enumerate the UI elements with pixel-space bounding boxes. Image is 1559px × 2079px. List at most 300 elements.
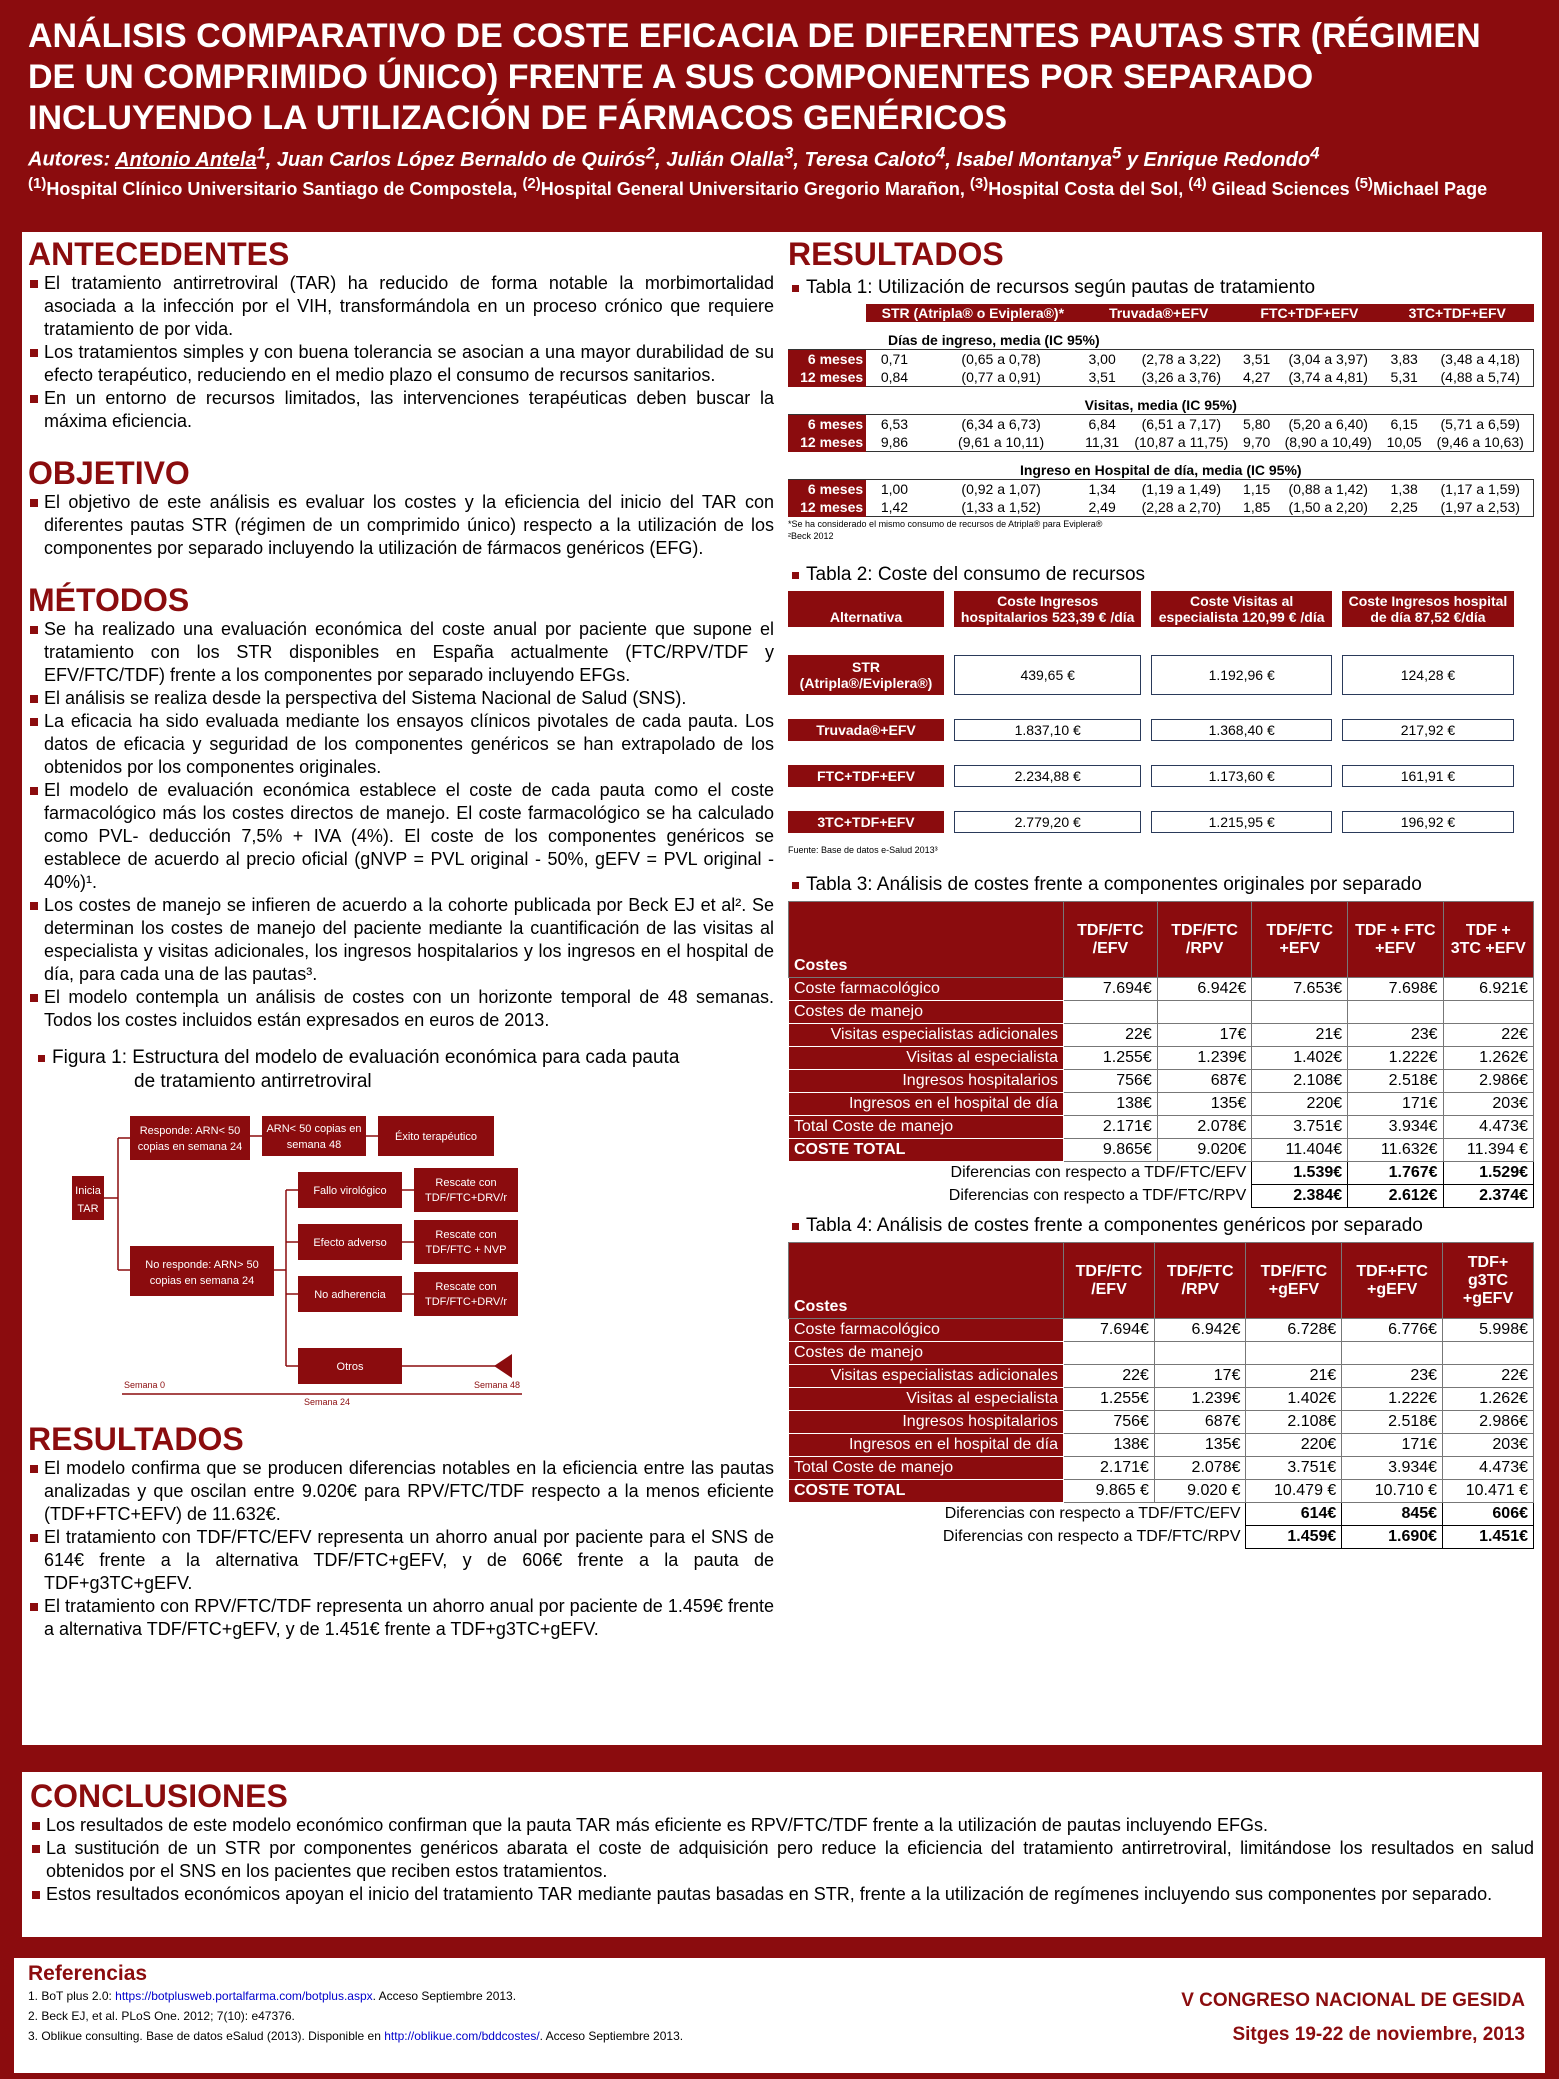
column-header: TDF/FTC /EFV <box>1064 1243 1155 1319</box>
table-cell: (5,71 a 6,59) <box>1427 415 1533 434</box>
author-name: Julián Olalla <box>666 148 785 171</box>
left-column <box>22 232 780 1745</box>
table-cell: (3,48 a 4,18) <box>1427 350 1533 369</box>
table-row <box>788 433 1534 452</box>
difference-cell: 2.384€ <box>1252 1185 1348 1208</box>
table-cell: 9.865€ <box>1064 1139 1158 1162</box>
table-cell: 1.173,60 € <box>1151 765 1332 787</box>
table-cell: 196,92 € <box>1342 811 1514 833</box>
table-row <box>789 1434 1534 1457</box>
figure-caption-line2: de tratamiento antirretroviral <box>134 1071 372 1092</box>
corner-header: Costes <box>789 902 1064 978</box>
list-item: Los costes de manejo se infieren de acuerdo a la cohorte publicada por Beck EJ et al². Se determinan los costes de manejo del paciente mediante la cuantificación de las visitas al especialista y visitas adicionales, los ingresos hospitalarios y los ingresos en el hospital de día, para cada una de las pautas³. <box>28 894 774 986</box>
table-row <box>788 415 1534 434</box>
reference-text: 1. BoT plus 2.0: <box>28 1989 116 2003</box>
label-semana48: Semana 48 <box>474 1380 521 1390</box>
table-cell: 10,05 <box>1381 433 1427 452</box>
table-cell: 2.078€ <box>1157 1116 1252 1139</box>
table-cell: 3.751€ <box>1246 1457 1342 1480</box>
node-noresponde: No responde: ARN> 50 <box>145 1259 259 1271</box>
table-cell: (8,90 a 10,49) <box>1275 433 1380 452</box>
table-cell: 1.239€ <box>1154 1388 1246 1411</box>
row-label: COSTE TOTAL <box>789 1139 1064 1162</box>
table-row <box>788 655 1514 695</box>
table-cell: 687€ <box>1154 1411 1246 1434</box>
list-item: En un entorno de recursos limitados, las intervenciones terapéuticas deben buscar la máxima eficiencia. <box>28 387 774 433</box>
table-cell: 6.921€ <box>1443 978 1533 1001</box>
table-cell: (3,04 a 3,97) <box>1288 351 1368 367</box>
references-title: Referencias <box>28 1962 148 1985</box>
table-cell: 9,70 <box>1238 433 1276 452</box>
table-cell: (1,97 a 2,53) <box>1427 498 1533 517</box>
list-item: El modelo contempla un análisis de costes con un horizonte temporal de 48 semanas. Todos los costes incluidos están expresados en euros de 2013. <box>28 986 774 1032</box>
affil-name: Michael Page <box>1373 178 1488 199</box>
spacer-row <box>788 741 1514 765</box>
table-cell <box>1064 1001 1158 1024</box>
table-row <box>789 1070 1534 1093</box>
table-cell: (10,87 a 11,75) <box>1125 433 1238 452</box>
antecedentes-list <box>28 272 774 433</box>
corner-header: Alternativa <box>788 591 944 627</box>
congress-info <box>1181 1984 1525 2052</box>
table-row <box>789 1047 1534 1070</box>
row-label: Ingresos en el hospital de día <box>789 1093 1064 1116</box>
row-label: 12 meses <box>788 368 866 387</box>
section-title-conclusiones: CONCLUSIONES <box>30 1778 288 1814</box>
table-cell: 1.222€ <box>1342 1388 1443 1411</box>
table-cell: 2.986€ <box>1443 1070 1533 1093</box>
affil-name: Hospital Clínico Universitario Santiago de Compostela, <box>46 178 523 199</box>
svg-text:semana 48: semana 48 <box>286 1139 342 1151</box>
section-title-objetivo: OBJETIVO <box>28 455 190 491</box>
table-row <box>789 1093 1534 1116</box>
table-cell: 1.255€ <box>1064 1047 1158 1070</box>
table-cell: (6,51 a 7,17) <box>1141 416 1221 432</box>
table-cell <box>1443 1342 1534 1365</box>
table-cell: 7.653€ <box>1252 978 1348 1001</box>
table-cell: 6,53 <box>880 416 909 432</box>
row-label: 6 meses <box>788 350 866 369</box>
table-row <box>788 719 1514 741</box>
affil-sup: (5) <box>1354 174 1374 192</box>
table-cell: 3.934€ <box>1348 1116 1443 1139</box>
list-item: La sustitución de un STR por componentes genéricos abarata el coste de adquisición pero reduce la eficiencia del tratamiento antirretroviral, limitándose los resultados en salud obtenidos por el SNS en los pacientes que reciben estos tratamientos. <box>30 1837 1534 1883</box>
table-cell: 1,38 <box>1390 481 1418 497</box>
node-inicia: Inicia <box>75 1185 101 1197</box>
row-label: Visitas al especialista <box>789 1047 1064 1070</box>
poster-header <box>0 0 1559 225</box>
difference-cell: 1.451€ <box>1443 1526 1534 1549</box>
section-title-antecedentes: ANTECEDENTES <box>28 236 290 272</box>
column-header: TDF + 3TC +EFV <box>1443 902 1533 978</box>
table-cell: 7.694€ <box>1064 978 1158 1001</box>
congress-place: Sitges 19-22 de noviembre, 2013 <box>1232 2024 1525 2045</box>
row-label: Ingresos en el hospital de día <box>789 1434 1064 1457</box>
table-cell: 21€ <box>1246 1365 1342 1388</box>
table-cell: 21€ <box>1252 1024 1348 1047</box>
resultados-list <box>28 1457 774 1641</box>
table-cell: 6.942€ <box>1154 1319 1246 1342</box>
row-label: Total Coste de manejo <box>789 1457 1064 1480</box>
difference-label: Diferencias con respecto a TDF/FTC/EFV <box>944 1505 1241 1523</box>
node-fallo: Fallo virológico <box>313 1185 387 1197</box>
table-cell: 135€ <box>1157 1093 1252 1116</box>
table-cell: 11.404€ <box>1252 1139 1348 1162</box>
table-cell: (1,19 a 1,49) <box>1141 481 1221 497</box>
table-cell: 3,51 <box>1243 351 1271 367</box>
table-cell: 161,91 € <box>1342 765 1514 787</box>
difference-cell: 845€ <box>1342 1503 1443 1526</box>
section-row <box>788 322 1534 350</box>
table-cell: 2.518€ <box>1342 1411 1443 1434</box>
table-cell: 1.255€ <box>1064 1388 1155 1411</box>
table-cell <box>1348 1001 1443 1024</box>
row-label: Visitas especialistas adicionales <box>789 1024 1064 1047</box>
table-row <box>789 1388 1534 1411</box>
author-name: Isabel Montanya <box>956 148 1113 171</box>
table-cell: 22€ <box>1443 1024 1533 1047</box>
right-column <box>780 232 1542 1745</box>
table-cell: (1,33 a 1,52) <box>923 498 1080 517</box>
list-item: El tratamiento antirretroviral (TAR) ha reducido de forma notable la morbimortalidad asociada a la infección por el VIH, transformándola en un proceso crónico que requiere tratamiento de por vida. <box>28 272 774 341</box>
author-affil-sup: 2 <box>645 143 656 162</box>
authors-list <box>115 143 1320 171</box>
table-cell: 2.108€ <box>1252 1070 1348 1093</box>
column-header: TDF/FTC +gEFV <box>1246 1243 1342 1319</box>
table-cell: 1,42 <box>866 498 923 517</box>
table-cell: 2,49 <box>1079 498 1124 517</box>
table-cell: 756€ <box>1064 1070 1158 1093</box>
column-header: STR (Atripla® o Eviplera®)* <box>866 304 1079 322</box>
table-cell: 6,84 <box>1088 416 1116 432</box>
table-row <box>788 350 1534 369</box>
row-label: 6 meses <box>788 415 866 434</box>
table-cell: 3,83 <box>1390 351 1418 367</box>
table-row <box>789 1480 1534 1503</box>
difference-label: Diferencias con respecto a TDF/FTC/RPV <box>948 1187 1247 1204</box>
table-cell: 7.698€ <box>1348 978 1443 1001</box>
difference-row <box>789 1185 1534 1208</box>
table-cell: 3.751€ <box>1252 1116 1348 1139</box>
difference-cell: 2.612€ <box>1348 1185 1443 1208</box>
difference-cell: 614€ <box>1246 1503 1342 1526</box>
poster-title: ANÁLISIS COMPARATIVO DE COSTE EFICACIA DE DIFERENTES PAUTAS STR (RÉGIMEN DE UN COMPRIMIDO ÚNICO) FRENTE A SUS COMPONENTES POR SEPARADO INCLUYENDO LA UTILIZACIÓN DE FÁRMACOS GENÉRICOS <box>28 17 1481 137</box>
section-title-metodos: MÉTODOS <box>28 582 190 618</box>
table-cell: 2.518€ <box>1348 1070 1443 1093</box>
table-resource-cost <box>778 591 1524 833</box>
affil-name: Hospital Costa del Sol, <box>988 178 1189 199</box>
row-label: Costes de manejo <box>789 1001 1064 1024</box>
table-cell: (9,46 a 10,63) <box>1427 433 1533 452</box>
list-item: El tratamiento con RPV/FTC/TDF representa un ahorro anual por paciente de 1.459€ frente a alternativa TDF/FTC+gEFV, y de 1.451€ frente a TDF+g3TC+gEFV. <box>28 1595 774 1641</box>
list-item: El modelo confirma que se producen diferencias notables en la eficiencia entre las pautas analizadas y que oscilan entre 9.020€ para RPV/FTC/TDF respecto a la menos eficiente (TDF+FTC+EFV) de 11.632€. <box>28 1457 774 1526</box>
row-label: STR (Atripla®/Eviplera®) <box>788 655 944 695</box>
references-panel <box>14 1958 1545 2073</box>
section-row <box>788 452 1534 480</box>
table-cell: 2.779,20 € <box>954 811 1141 833</box>
table-cell: 1.239€ <box>1157 1047 1252 1070</box>
list-item: El modelo de evaluación económica establece el coste de cada pauta como el coste farmacológico más los costes directos de manejo. El coste farmacológico se ha calculado como PVL- deducción 7,5% + IVA (4%). El coste de los componentes genéricos se establece de acuerdo al precio oficial (gNVP = PVL original - 50%, gEFV = PVL original - 40%)¹. <box>28 779 774 894</box>
author-sep: , <box>945 148 957 171</box>
list-item: El tratamiento con TDF/FTC/EFV representa un ahorro anual por paciente para el SNS de 614€ frente a la alternativa TDF/FTC+gEFV, y de 606€ frente a la pauta de TDF+g3TC+gEFV. <box>28 1526 774 1595</box>
difference-row <box>789 1162 1534 1185</box>
table-cell: (0,88 a 1,42) <box>1288 481 1368 497</box>
affil-sup: (3) <box>969 174 989 192</box>
table-cell: 1.402€ <box>1252 1047 1348 1070</box>
table-resource-use <box>788 304 1534 517</box>
table-cell: (4,88 a 5,74) <box>1427 368 1533 387</box>
column-header: TDF/FTC /EFV <box>1064 902 1158 978</box>
congress-name: V CONGRESO NACIONAL DE GESIDA <box>1181 1990 1525 2011</box>
author-name: Teresa Caloto <box>804 148 937 171</box>
reference-text: 3. Oblikue consulting. Base de datos eSalud (2013). Disponible en <box>28 2029 385 2043</box>
table-row <box>789 1319 1534 1342</box>
difference-row <box>789 1526 1534 1549</box>
node-responde: Responde: ARN< 50 <box>139 1125 241 1137</box>
table-generic-components <box>788 1242 1534 1549</box>
difference-label: Diferencias con respecto a TDF/FTC/EFV <box>950 1164 1247 1182</box>
list-item: La eficacia ha sido evaluada mediante los ensayos clínicos pivotales de cada pauta. Los datos de eficacia y seguridad de los componentes genéricos se han extrapolado de los obtenidos por los componentes originales. <box>28 710 774 779</box>
table-row <box>788 811 1514 833</box>
table-cell: 11.394 € <box>1443 1139 1533 1162</box>
table-cell: 6,15 <box>1390 416 1418 432</box>
difference-cell: 2.374€ <box>1443 1185 1533 1208</box>
author-affil-sup: 1 <box>256 143 266 162</box>
row-label: Truvada®+EFV <box>788 719 944 741</box>
table-cell <box>1342 1342 1443 1365</box>
table-cell: 1.262€ <box>1443 1047 1533 1070</box>
table-row <box>789 1024 1534 1047</box>
list-item: El objetivo de este análisis es evaluar los costes y la eficiencia del inicio del TAR con diferentes pautas STR (régimen de un comprimido único) respecto a la utilización de los componentes por separado incluyendo la utilización de fármacos genéricos (EFG). <box>28 491 774 560</box>
table-cell: 4.473€ <box>1443 1457 1534 1480</box>
table-cell: 22€ <box>1064 1024 1158 1047</box>
table-cell: 1.837,10 € <box>954 719 1141 741</box>
corner-header: Costes <box>789 1243 1064 1319</box>
column-header: TDF + FTC +EFV <box>1348 902 1443 978</box>
reference-link[interactable]: https://botplusweb.portalfarma.com/botplus.aspx <box>115 1989 373 2003</box>
section-title: Ingreso en Hospital de día, media (IC 95%) <box>1019 462 1302 478</box>
table-header-row <box>789 902 1534 978</box>
row-label: COSTE TOTAL <box>789 1480 1064 1503</box>
table-header-row <box>789 1243 1534 1319</box>
table-row <box>789 1001 1534 1024</box>
table-cell: 1.215,95 € <box>1151 811 1332 833</box>
author-sep: , <box>793 148 805 171</box>
table-cell: 687€ <box>1157 1070 1252 1093</box>
figure-caption <box>34 1046 774 1094</box>
figure-caption-line1: Figura 1: Estructura del modelo de evaluación económica para cada pauta <box>52 1047 680 1068</box>
table-cell: 2.108€ <box>1246 1411 1342 1434</box>
node-rescate-2: Rescate con <box>435 1229 497 1241</box>
label-semana0: Semana 0 <box>124 1380 166 1390</box>
table-cell: 5,31 <box>1381 368 1427 387</box>
table-cell: 1,00 <box>880 481 909 497</box>
table-cell: 11,31 <box>1079 433 1124 452</box>
table-header-row <box>788 591 1514 627</box>
author-sep: , <box>265 148 277 171</box>
column-header: Truvada®+EFV <box>1079 304 1237 322</box>
node-otros: Otros <box>336 1361 364 1373</box>
section-title-resultados-right: RESULTADOS <box>788 236 1004 272</box>
table-cell: 22€ <box>1443 1365 1534 1388</box>
reference-text: . Acceso Septiembre 2013. <box>539 2029 684 2043</box>
row-label: Visitas al especialista <box>789 1388 1064 1411</box>
table3-caption: Tabla 3: Análisis de costes frente a componentes originales por separado <box>788 873 1534 897</box>
column-header: Coste Ingresos hospital de día 87,52 €/día <box>1342 591 1514 627</box>
difference-label: Diferencias con respecto a TDF/FTC/RPV <box>942 1528 1241 1545</box>
table-row <box>789 1116 1534 1139</box>
table-cell: (1,50 a 2,20) <box>1275 498 1380 517</box>
table1-caption: Tabla 1: Utilización de recursos según pautas de tratamiento <box>788 276 1534 300</box>
table-row <box>788 498 1534 517</box>
authors-prefix: Autores: <box>28 148 116 171</box>
table-cell: 171€ <box>1348 1093 1443 1116</box>
table-cell: 17€ <box>1154 1365 1246 1388</box>
table-cell: 217,92 € <box>1342 719 1514 741</box>
table-cell: 9.020€ <box>1157 1139 1252 1162</box>
table-cell: 124,28 € <box>1342 655 1514 695</box>
table-cell: 6.728€ <box>1246 1319 1342 1342</box>
table-cell: 3.934€ <box>1342 1457 1443 1480</box>
author-name: Juan Carlos López Bernaldo de Quirós <box>276 148 646 171</box>
spacer-row <box>788 695 1514 719</box>
table-cell: (9,61 a 10,11) <box>923 433 1080 452</box>
table-cell: (2,78 a 3,22) <box>1141 351 1221 367</box>
node-efecto: Efecto adverso <box>313 1237 387 1249</box>
table-cell: 0,84 <box>866 368 923 387</box>
table-cell: 171€ <box>1342 1434 1443 1457</box>
affil-sup: (1) <box>28 174 47 192</box>
table-cell: 11.632€ <box>1348 1139 1443 1162</box>
column-header: TDF/FTC /RPV <box>1157 902 1252 978</box>
author-affil-sup: 4 <box>1310 143 1320 162</box>
row-label: Ingresos hospitalarios <box>789 1411 1064 1434</box>
author-affil-sup: 4 <box>936 143 946 162</box>
svg-text:TDF/FTC + NVP: TDF/FTC + NVP <box>425 1244 507 1256</box>
table-cell <box>1064 1342 1155 1365</box>
node-noadherencia: No adherencia <box>314 1289 386 1301</box>
svg-text:TDF/FTC+DRV/r: TDF/FTC+DRV/r <box>425 1296 507 1308</box>
metodos-list <box>28 618 774 1032</box>
list-item: Los resultados de este modelo económico confirman que la pauta TAR más eficiente es RPV/FTC/TDF frente a la utilización de pautas incluyendo EFGs. <box>30 1814 1534 1837</box>
reference-text: 2. Beck EJ, et al. PLoS One. 2012; 7(10): e47376. <box>28 2009 295 2023</box>
table-cell: 203€ <box>1443 1434 1534 1457</box>
label-semana24: Semana 24 <box>304 1397 351 1407</box>
table-cell: 7.694€ <box>1064 1319 1155 1342</box>
table-cell: 1.368,40 € <box>1151 719 1332 741</box>
table-cell: 9.865 € <box>1064 1480 1155 1503</box>
row-label: Ingresos hospitalarios <box>789 1070 1064 1093</box>
spacer-row <box>788 627 1514 655</box>
list-item: Estos resultados económicos apoyan el inicio del tratamiento TAR mediante pautas basadas en STR, frente a la utilización de regímenes incluyendo sus componentes por separado. <box>30 1883 1534 1906</box>
table-cell: (3,74 a 4,81) <box>1275 368 1380 387</box>
table-cell: 2.078€ <box>1154 1457 1246 1480</box>
table-cell: 2.171€ <box>1064 1457 1155 1480</box>
table-cell: 1.192,96 € <box>1151 655 1332 695</box>
table-cell <box>1252 1001 1348 1024</box>
difference-cell: 1.539€ <box>1252 1162 1348 1185</box>
author-sep: , <box>655 148 667 171</box>
table-cell: (3,26 a 3,76) <box>1125 368 1238 387</box>
difference-cell: 1.767€ <box>1348 1162 1443 1185</box>
table-row <box>789 1342 1534 1365</box>
table-cell: (0,65 a 0,78) <box>961 351 1041 367</box>
affil-sup: (2) <box>522 174 541 192</box>
section-title: Visitas, media (IC 95%) <box>1084 397 1237 413</box>
affil-name: Hospital General Universitario Gregorio Marañon, <box>540 178 970 199</box>
conclusions-panel <box>22 1772 1542 1937</box>
row-label: 6 meses <box>788 480 866 499</box>
table4-caption: Tabla 4: Análisis de costes frente a componentes genéricos por separado <box>788 1214 1534 1238</box>
table-cell: 22€ <box>1064 1365 1155 1388</box>
table-cell: 3,00 <box>1088 351 1116 367</box>
section-title-resultados-left: RESULTADOS <box>28 1421 244 1457</box>
list-item: Los tratamientos simples y con buena tolerancia se asocian a una mayor durabilidad de su efecto terapéutico, reduciendo en el medio plazo el consumo de recursos sanitarios. <box>28 341 774 387</box>
row-label: 3TC+TDF+EFV <box>788 811 944 833</box>
table-row <box>789 978 1534 1001</box>
row-label: Total Coste de manejo <box>789 1116 1064 1139</box>
table2-caption: Tabla 2: Coste del consumo de recursos <box>788 563 1534 587</box>
table-cell: 1,85 <box>1238 498 1276 517</box>
row-label: FTC+TDF+EFV <box>788 765 944 787</box>
table-cell: 6.776€ <box>1342 1319 1443 1342</box>
table-cell: 756€ <box>1064 1411 1155 1434</box>
table-cell: 220€ <box>1246 1434 1342 1457</box>
table-cell: 2.986€ <box>1443 1411 1534 1434</box>
table-cell: 10.479 € <box>1246 1480 1342 1503</box>
table-row <box>789 1365 1534 1388</box>
table1-note1: *Se ha considerado el mismo consumo de recursos de Atripla® para Eviplera® <box>788 519 1103 529</box>
difference-cell: 1.459€ <box>1246 1526 1342 1549</box>
table-cell: 23€ <box>1342 1365 1443 1388</box>
table-row <box>789 1411 1534 1434</box>
row-label: Visitas especialistas adicionales <box>789 1365 1064 1388</box>
author-name: Antonio Antela <box>115 148 257 171</box>
svg-text:TDF/FTC+DRV/r: TDF/FTC+DRV/r <box>425 1192 507 1204</box>
table-cell: 2.171€ <box>1064 1116 1158 1139</box>
authors-line <box>28 141 1531 172</box>
table-cell: 1,15 <box>1243 481 1271 497</box>
table-cell: 4,27 <box>1238 368 1276 387</box>
reference-link[interactable]: http://oblikue.com/bddcostes/ <box>384 2029 540 2043</box>
table-row <box>789 1457 1534 1480</box>
table-cell: (0,77 a 0,91) <box>923 368 1080 387</box>
table-header-row <box>788 304 1534 322</box>
difference-cell: 1.690€ <box>1342 1526 1443 1549</box>
table-cell: 10.710 € <box>1342 1480 1443 1503</box>
table1-note2: ²Beck 2012 <box>788 531 834 541</box>
author-sep: y <box>1121 148 1144 171</box>
table-cell: 2.234,88 € <box>954 765 1141 787</box>
author-affil-sup: 3 <box>784 143 794 162</box>
table-cell: 10.471 € <box>1443 1480 1534 1503</box>
table-cell <box>1246 1342 1342 1365</box>
node-rescate-3: Rescate con <box>435 1281 497 1293</box>
table-cell: 1.402€ <box>1246 1388 1342 1411</box>
node-rescate-1: Rescate con <box>435 1177 497 1189</box>
row-label: Costes de manejo <box>789 1342 1064 1365</box>
node-arn48: ARN< 50 copias en <box>266 1123 362 1135</box>
table-row <box>788 480 1534 499</box>
column-header: TDF+FTC +gEFV <box>1342 1243 1443 1319</box>
table-cell: 9,86 <box>866 433 923 452</box>
affiliations <box>28 172 1531 201</box>
reference-text: . Acceso Septiembre 2013. <box>372 1989 517 2003</box>
column-header: TDF+ g3TC +gEFV <box>1443 1243 1534 1319</box>
model-structure-diagram <box>42 1098 682 1408</box>
table-cell: 5.998€ <box>1443 1319 1534 1342</box>
table-cell <box>1443 1001 1533 1024</box>
